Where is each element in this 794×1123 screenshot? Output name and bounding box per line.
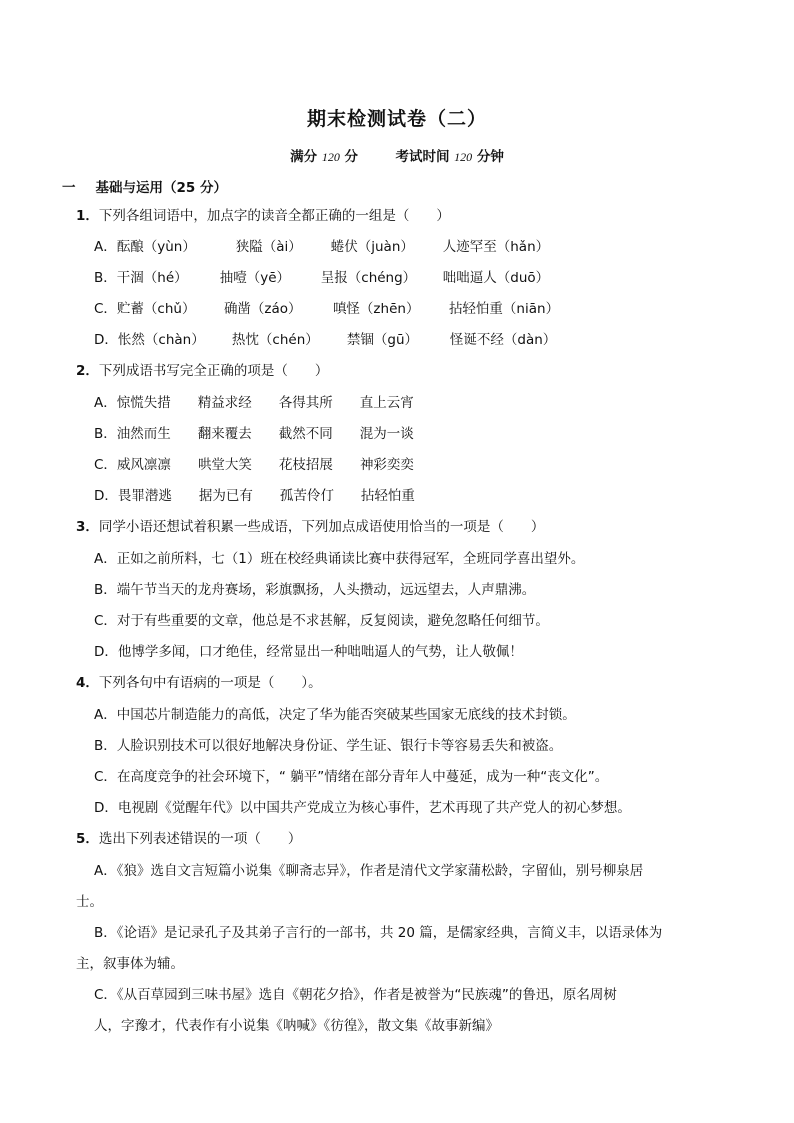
option-item: 禁锢（gū） xyxy=(346,332,419,348)
q2-option-d xyxy=(94,486,415,506)
exam-time-value: 120 xyxy=(454,150,473,164)
section-title: 基础与运用（25 分） xyxy=(95,180,227,196)
option-letter: C． xyxy=(94,457,117,473)
question-text: 下列各句中有语病的一项是（ ）。 xyxy=(98,675,322,691)
option-text: 人脸识别技术可以很好地解决身份证、学生证、银行卡等容易丢失和被盗。 xyxy=(116,738,563,754)
question-number: 4． xyxy=(76,675,99,691)
q3-option-a xyxy=(94,549,584,569)
question-number: 3． xyxy=(76,519,99,535)
option-text: 他博学多闻，口才绝佳，经常显出一种咄咄逼人的气势，让人敬佩！ xyxy=(117,644,523,660)
option-item: 翻来覆去 xyxy=(197,426,252,442)
q4-option-c xyxy=(94,767,608,787)
q2-option-c xyxy=(94,455,414,475)
option-letter: A． xyxy=(94,551,117,567)
full-score-unit: 分 xyxy=(344,149,359,165)
option-item: 干涸（hé） xyxy=(116,270,188,286)
option-item: 据为已有 xyxy=(198,488,253,504)
option-item: 截然不同 xyxy=(278,426,333,442)
option-letter: B． xyxy=(94,582,117,598)
question-text: 下列各组词语中，加点字的读音全都正确的一组是（ ） xyxy=(98,208,450,224)
q5-option-a-line1: A．《狼》选自文言短篇小说集《聊斋志异》，作者是清代文学家蒲松龄，字留仙，别号柳泉居 xyxy=(94,863,644,879)
q1-option-c xyxy=(94,299,559,319)
option-item: 确凿（záo） xyxy=(223,301,302,317)
question-4-stem xyxy=(76,673,322,693)
option-item: 直上云宵 xyxy=(359,395,414,411)
q2-option-a xyxy=(94,393,414,413)
option-item: 神彩奕奕 xyxy=(359,457,414,473)
option-item: 人迹罕至（hǎn） xyxy=(442,239,550,255)
option-letter: D． xyxy=(94,332,118,348)
q3-option-d xyxy=(94,642,523,662)
option-letter: D． xyxy=(94,644,118,660)
option-item: 油然而生 xyxy=(116,426,171,442)
question-text: 同学小语还想试着积累一些成语，下列加点成语使用恰当的一项是（ ） xyxy=(98,519,545,535)
option-item: 咄咄逼人（duō） xyxy=(442,270,550,286)
option-text: 在高度竞争的社会环境下，“ 躺平”情绪在部分青年人中蔓延，成为一种“丧文化”。 xyxy=(116,769,609,785)
option-letter: B． xyxy=(94,426,117,442)
full-score-label: 满分 xyxy=(290,149,318,165)
option-item: 呈报（chéng） xyxy=(320,270,417,286)
option-item: 酝酿（yùn） xyxy=(116,239,196,255)
q5-option-c-line2: 人，字豫才，代表作有小说集《呐喊》《彷徨》，散文集《故事新编》 xyxy=(94,1018,499,1034)
exam-time-unit: 分钟 xyxy=(476,149,504,165)
question-number: 1． xyxy=(76,208,99,224)
option-item: 拈轻怕重 xyxy=(360,488,415,504)
option-letter: C． xyxy=(94,613,117,629)
question-3-stem xyxy=(76,517,544,537)
option-letter: A． xyxy=(94,239,117,255)
question-number: 2． xyxy=(76,363,99,379)
option-item: 抽噎（yē） xyxy=(219,270,291,286)
option-item: 贮蓄（chǔ） xyxy=(116,301,196,317)
option-item: 惊慌失措 xyxy=(116,395,171,411)
option-letter: B． xyxy=(94,270,117,286)
option-item: 畏罪潜逃 xyxy=(117,488,172,504)
option-item: 混为一谈 xyxy=(359,426,414,442)
question-text: 下列成语书写完全正确的项是（ ） xyxy=(98,363,329,379)
option-item: 拈轻怕重（niān） xyxy=(448,301,560,317)
option-item: 花枝招展 xyxy=(278,457,333,473)
q4-option-d xyxy=(94,798,631,818)
section-number: 一 xyxy=(62,180,76,196)
question-5-stem xyxy=(76,829,301,849)
question-1-stem xyxy=(76,206,450,226)
option-letter: A． xyxy=(94,395,117,411)
page-title: 期末检测试卷（二） xyxy=(306,108,487,130)
option-item: 蜷伏（juàn） xyxy=(330,239,414,255)
q5-option-b-line2: 主，叙事体为辅。 xyxy=(76,956,184,972)
option-item: 各得其所 xyxy=(278,395,333,411)
full-score-value: 120 xyxy=(321,150,340,164)
option-item: 精益求经 xyxy=(197,395,252,411)
option-text: 端午节当天的龙舟赛场，彩旗飘扬，人头攒动，远远望去，人声鼎沸。 xyxy=(116,582,536,598)
option-letter: A． xyxy=(94,707,117,723)
q4-option-b xyxy=(94,736,562,756)
q4-option-a xyxy=(94,705,576,725)
option-item: 哄堂大笑 xyxy=(197,457,252,473)
option-item: 怅然（chàn） xyxy=(117,332,205,348)
option-text: 正如之前所料，七（1）班在校经典诵读比赛中获得冠军，全班同学喜出望外。 xyxy=(116,551,585,567)
question-text: 选出下列表述错误的一项（ ） xyxy=(98,831,302,847)
q1-option-a xyxy=(94,237,549,257)
section-heading xyxy=(62,176,227,196)
q5-option-c-line1: C．《从百草园到三味书屋》选自《朝花夕拾》，作者是被誉为“民族魂”的鲁迅，原名周树 xyxy=(94,987,617,1003)
q3-option-b xyxy=(94,580,535,600)
option-text: 电视剧《觉醒年代》以中国共产党成立为核心事件，艺术再现了共产党人的初心梦想。 xyxy=(117,800,631,816)
question-number: 5． xyxy=(76,831,99,847)
option-text: 中国芯片制造能力的高低，决定了华为能否突破某些国家无底线的技术封锁。 xyxy=(116,707,576,723)
option-text: 对于有些重要的文章，他总是不求甚解，反复阅读，避免忽略任何细节。 xyxy=(116,613,549,629)
q1-option-d xyxy=(94,330,556,350)
option-item: 嗔怪（zhēn） xyxy=(332,301,420,317)
q1-option-b xyxy=(94,268,549,288)
option-item: 孤苦伶仃 xyxy=(279,488,334,504)
q5-option-b-line1: B．《论语》是记录孔子及其弟子言行的一部书，共 20 篇，是儒家经典，言简义丰，以语录体为 xyxy=(94,925,663,941)
exam-time-label: 考试时间 xyxy=(395,149,450,165)
exam-info xyxy=(0,145,794,165)
q2-option-b xyxy=(94,424,414,444)
option-letter: B． xyxy=(94,738,117,754)
option-letter: C． xyxy=(94,769,117,785)
option-letter: C． xyxy=(94,301,117,317)
q3-option-c xyxy=(94,611,549,631)
option-item: 热忱（chén） xyxy=(231,332,319,348)
q5-option-a-line2: 士。 xyxy=(76,894,103,910)
option-item: 威风凛凛 xyxy=(116,457,171,473)
question-2-stem xyxy=(76,361,328,381)
option-letter: D． xyxy=(94,488,118,504)
option-letter: D． xyxy=(94,800,118,816)
option-item: 怪诞不经（dàn） xyxy=(449,332,557,348)
option-item: 狭隘（ài） xyxy=(235,239,302,255)
